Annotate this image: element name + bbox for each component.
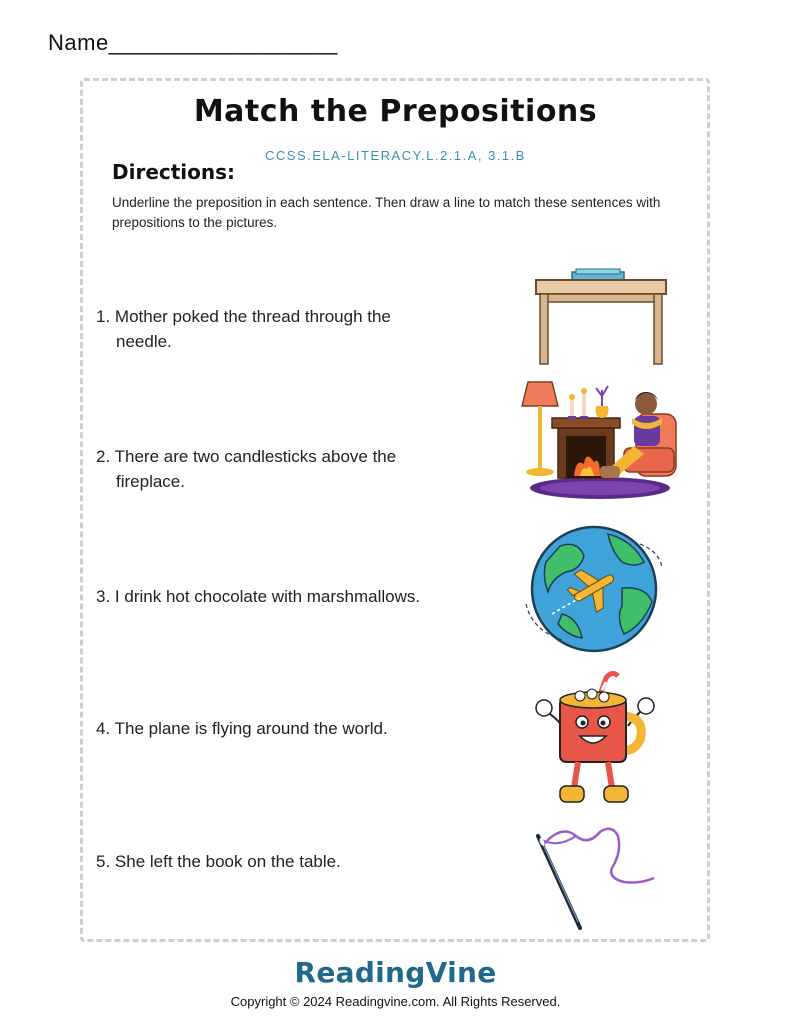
table-with-book-icon bbox=[530, 266, 672, 368]
readingvine-logo: ReadingVine bbox=[294, 956, 497, 989]
sentence-item-3: 3. I drink hot chocolate with marshmallows. bbox=[96, 587, 421, 606]
sentence-item-2: 2. There are two candlesticks above the fireplace. bbox=[96, 447, 397, 491]
copyright-text: Copyright © 2024 Readingvine.com. All Rights Reserved. bbox=[230, 994, 561, 1009]
directions-heading: Directions: bbox=[112, 160, 236, 184]
sentence-item-1: 1. Mother poked the thread through the needle. bbox=[96, 307, 391, 351]
hot-chocolate-mug-icon bbox=[528, 670, 662, 812]
globe-with-plane-icon bbox=[522, 522, 664, 656]
standard-code: CCSS.ELA-LITERACY.L.2.1.A, 3.1.B bbox=[265, 148, 526, 163]
needle-and-thread-icon bbox=[528, 822, 662, 934]
worksheet-title: Match the Prepositions bbox=[193, 94, 598, 129]
sentence-item-4: 4. The plane is flying around the world. bbox=[96, 719, 388, 738]
name-field-label: Name__________________ bbox=[48, 30, 338, 55]
sentence-item-5: 5. She left the book on the table. bbox=[96, 852, 341, 871]
fireplace-scene-icon bbox=[516, 370, 684, 502]
directions-text: Underline the preposition in each sentence. Then draw a line to match these sentences with prepositions to the pictures. bbox=[112, 195, 661, 230]
